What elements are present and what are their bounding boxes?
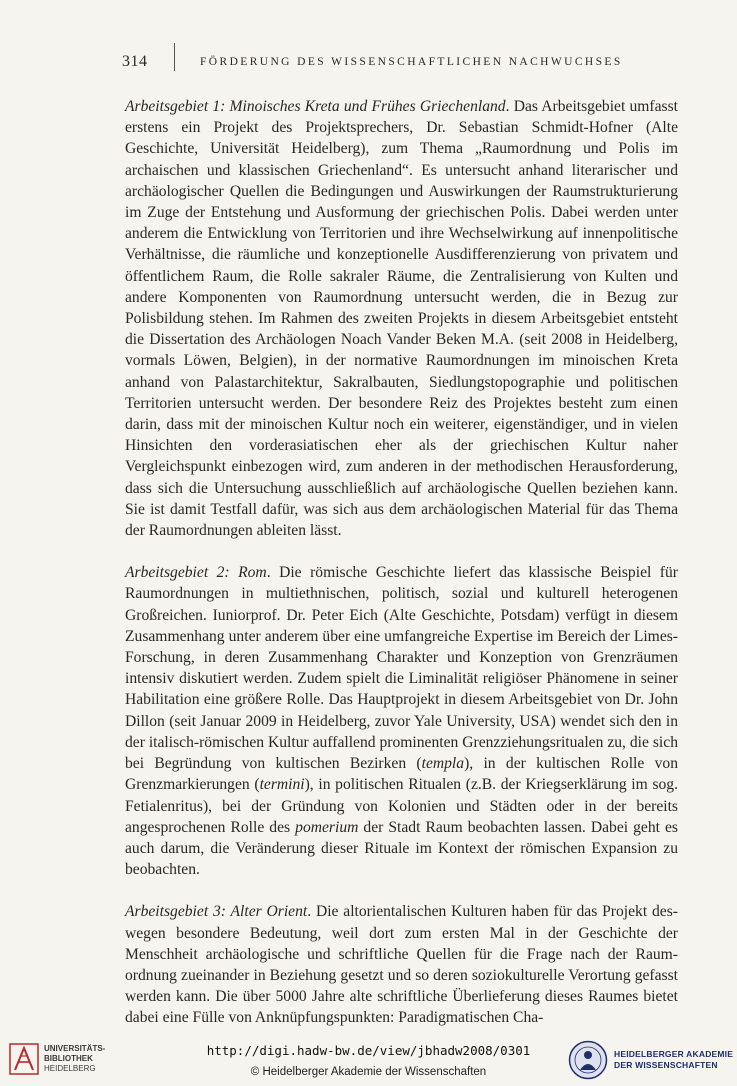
academy-seal-icon (568, 1040, 608, 1080)
running-head: FÖRDERUNG DES WISSENSCHAFTLICHEN NACHWUCHSES (200, 56, 623, 68)
paragraph-lead: Arbeitsgebiet 3: Alter Orient (125, 903, 308, 921)
italic-term: templa (421, 755, 465, 773)
paragraph-text: der Stadt Raum beobachten lassen. Dabei geht es auch darum, die Veränderung dieser Rituale im Kontext der römischen Expansion zu beobachten. (125, 818, 678, 879)
library-line: UNIVERSITÄTS- (44, 1044, 106, 1053)
academy-name (614, 1049, 733, 1071)
paragraph-lead: Arbeitsgebiet 1: Minoisches Kreta und Frühes Griechenland (125, 98, 506, 115)
body-text (125, 96, 678, 1050)
permalink-url[interactable]: http://digi.hadw-bw.de/view/jbhadw2008/0301 (206, 1043, 531, 1058)
header-divider (174, 43, 175, 71)
paragraph-text: . Die altorientalischen Kulturen haben für das Projekt deswegen besondere Bedeutung, weil dort zum ersten Mal in der Geschichte der Menschheit archäologische und schriftliche Quellen für die Frage nach der Raumordnung zueinander in Beziehung gesetzt und so deren soziokulturelle Verortung gefasst werden kann. Die über 5000 Jahre alte schriftliche Überlieferung dieses Raumes bietet dabei eine Fülle von Anknüpfungspunkten: Paradigmatischen Cha- (125, 903, 678, 1027)
italic-term: pomerium (295, 818, 359, 836)
paragraph-arbeitsgebiet-3 (125, 901, 678, 1028)
paragraph-text: . Die römische Geschichte liefert das klassische Beispiel für Raumordnungen in multiethnischen, politisch, sozial und kulturell heterogenen Großreichen. Iuniorprof. Dr. Peter Eich (Alte Geschichte, Potsdam) verfügt in diesem Zusammenhang unter anderem über eine umfangreiche Expertise im Bereich der Limes-Forschung, in deren Zusammenhang Charakter und Konzeption von Grenzräumen intensiv diskutiert werden. Zudem spielt die Liminalität religiöser Phänomene in seiner Habilitation eine größere Rolle. Das Hauptprojekt in diesem Arbeitsgebiet von Dr. John Dillon (seit Januar 2009 in Heidelberg, zuvor Yale University, USA) wendet sich den in der italisch-römischen Kultur auffallend prominenten Grenzziehungsritualen zu, die sich bei Begründung von kultischen Bezirken ( (125, 564, 678, 773)
academy-line: DER WISSENSCHAFTEN (614, 1060, 718, 1070)
paragraph-lead: Arbeitsgebiet 2: Rom (125, 564, 267, 582)
paragraph-text: ), in politischen Ritualen (z.B. der Kriegserklärung im sog. Fetialenritus), bei der Gründung von Kolonien und Städten oder in der bereits angesprochenen Rolle des (125, 776, 678, 836)
paragraph-text: ), in der kultischen Rolle von Grenzmarkierungen ( (125, 755, 678, 794)
paragraph-arbeitsgebiet-2 (125, 562, 678, 880)
academy-line: HEIDELBERGER AKADEMIE (614, 1049, 734, 1059)
library-line: HEIDELBERG (44, 1064, 96, 1073)
digitization-footer (0, 1038, 737, 1086)
italic-term: termini (259, 776, 305, 794)
page-number: 314 (122, 53, 148, 70)
paragraph-arbeitsgebiet-1 (125, 96, 678, 541)
copyright-notice: © Heidelberger Akademie der Wissenschaften (250, 1066, 487, 1078)
library-line: BIBLIOTHEK (44, 1054, 93, 1063)
paragraph-text: . Das Arbeitsgebiet umfasst erstens ein Projekt des Projektsprechers, Dr. Sebastian Schmidt-Hofner (Alte Geschichte, Universität Heidelberg), zum Thema „Raumordnung und Polis im archaischen und klassischen Griechenland“. Es untersucht anhand literarischer und archäologischer Quellen die Bedingungen und Auswirkungen der Raumstrukturierung im Zuge der Entstehung und Ausformung der griechischen Polis. Dabei werden unter anderem die Entwicklung von Territorien und ihre Wechselwirkung auf innenpolitische Verhältnisse, die räumliche und konzeptionelle Ausdifferenzierung von privatem und öffentlichem Raum, die Rolle sakraler Räume, die Zentralisierung von Kulten und andere Komponenten von Raumordnung untersucht werden, die in Bezug zur Polisbildung stehen. Im Rahmen des zweiten Projekts in diesem Arbeitsgebiet entsteht die Dissertation des Archäologen Noach Vander Beken M.A. (seit 2008 in Heidelberg, vormals Löwen, Belgien), in der normative Raumordnungen im minoischen Kreta anhand von Palastarchitektur, Sakralbauten, Siedlungstopographie und politischen Territorien untersucht werden. Der besondere Reiz des Projektes besteht zum einen darin, dass mit der minoischen Kultur noch ein weiterer, eigenständiger, und in vielen Hinsichten den vorderasiatischen eher als der griechischen Kultur naher Vergleichspunkt einbezogen wird, zum anderen in der methodischen Herausforderung, dass sich die Untersuchung ausschließlich auf archäologische Quellen beziehen kann. Sie ist damit Testfall dafür, was sich aus dem archäologischen Material für das Thema der Raumordnungen ableiten lässt. (125, 98, 678, 540)
